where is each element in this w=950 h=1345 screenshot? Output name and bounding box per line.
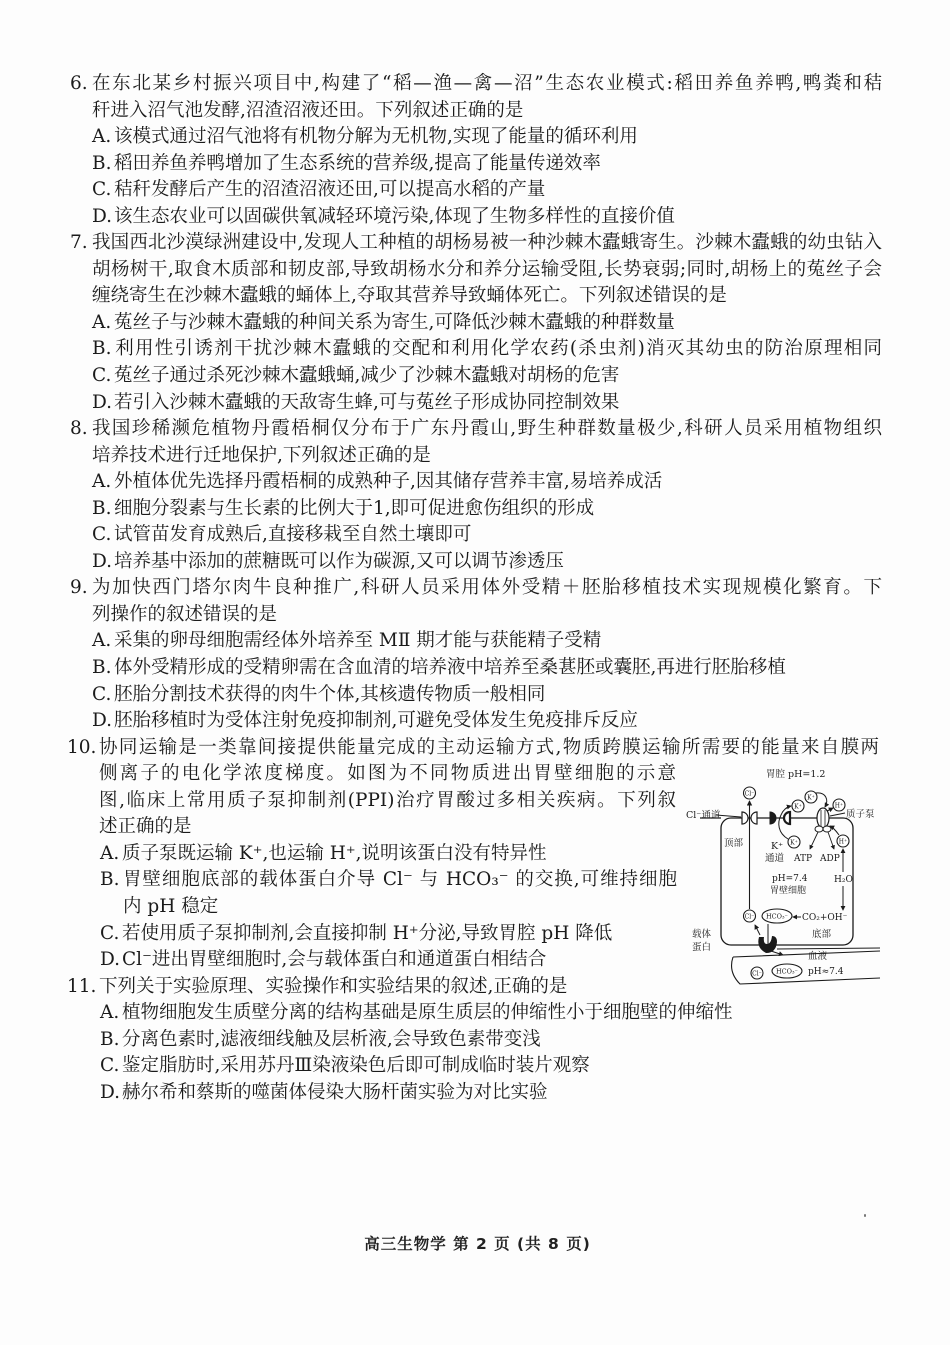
page-footer: 高三生物学 第 2 页 (共 8 页) (364, 1235, 591, 1253)
option-d (0, 390, 950, 417)
option-label: D. (92, 205, 113, 227)
k-channel-ion-label: K⁺ (771, 841, 784, 852)
question-stem-line (0, 71, 950, 98)
question-number: 8. (70, 418, 88, 440)
option-text: 该模式通过沼气池将有机物分解为无机物,实现了能量的循环利用 (114, 126, 638, 148)
question-stem-line (0, 416, 950, 443)
lumen-label: 胃腔 pH=1.2 (766, 769, 826, 780)
question-stem-text: 培养技术进行迁地保护,下列叙述正确的是 (92, 444, 431, 466)
option-text: 该生态农业可以固碳供氧减轻环境污染,体现了生物多样性的直接价值 (114, 205, 675, 227)
option-label: D. (100, 949, 121, 971)
option-label: C. (92, 524, 112, 546)
option-label: C. (100, 1055, 120, 1077)
option-label: C. (92, 683, 112, 705)
option-text: 若使用质子泵抑制剂,会直接抑制 H⁺分泌,导致胃腔 pH 降低 (122, 922, 613, 944)
question-stem-text: 我国珍稀濒危植物丹霞梧桐仅分布于广东丹霞山,野生种群数量极少,科研人员采用植物组织 (92, 418, 882, 440)
option-d (0, 708, 950, 735)
option-a (0, 124, 950, 151)
option-label: B. (100, 869, 120, 891)
option-d (0, 549, 950, 576)
option-a (0, 310, 950, 337)
option-b (0, 655, 950, 682)
option-label: D. (92, 550, 113, 572)
question-stem-text: 列操作的叙述错误的是 (92, 603, 278, 625)
option-label: B. (100, 1028, 120, 1050)
option-a (0, 469, 950, 496)
cell-ph-label: pH=7.4 (772, 874, 808, 884)
question-stem-line (0, 257, 950, 284)
option-label: B. (92, 497, 112, 519)
option-text: 若引入沙棘木蠹蛾的天敌寄生蜂,可与菟丝子形成协同控制效果 (114, 391, 620, 413)
option-c (0, 682, 950, 709)
option-label: A. (100, 842, 120, 864)
co2-oh-label: CO₂+OH⁻ (802, 913, 848, 923)
question-9 (0, 575, 950, 734)
adp-label: ADP (820, 854, 840, 864)
carrier-label-line1: 载体 (692, 929, 712, 940)
option-text: 植物细胞发生质壁分离的结构基础是原生质层的伸缩性小于细胞壁的伸缩性 (122, 1002, 733, 1024)
option-label: C. (92, 365, 112, 387)
question-stem-text: 胡杨树干,取食木质部和韧皮部,导致胡杨水分和养分运输受阻,长势衰弱;同时,胡杨上的菟丝子会 (92, 258, 882, 280)
option-label: A. (92, 126, 112, 148)
question-8 (0, 416, 950, 575)
question-stem-line (0, 230, 950, 257)
option-d (0, 1080, 950, 1107)
question-stem-text: 协同运输是一类靠间接提供能量完成的主动运输方式,物质跨膜运输所需要的能量来自膜两 (99, 736, 879, 758)
question-stem-text: 图,临床上常用质子泵抑制剂(PPI)治疗胃酸过多相关疾病。下列叙 (99, 789, 676, 811)
ion-label: K⁺ (807, 794, 815, 802)
option-a (0, 628, 950, 655)
option-text: 胚胎分割技术获得的肉牛个体,其核遗传物质一般相同 (114, 683, 546, 705)
question-stem-line (0, 735, 950, 762)
option-label: A. (100, 1002, 120, 1024)
option-a (0, 1000, 950, 1027)
option-text: 胚胎移植时为受体注射免疫抑制剂,可避免受体发生免疫排斥反应 (114, 710, 638, 732)
option-label: D. (92, 391, 113, 413)
apical-label: 顶部 (724, 838, 744, 849)
option-text: 质子泵既运输 K⁺,也运输 H⁺,说明该蛋白没有特异性 (122, 842, 547, 864)
option-text: 鉴定脂肪时,采用苏丹Ⅲ染液染色后即可制成临时装片观察 (122, 1055, 590, 1077)
ion-label: Cl⁻ (752, 970, 762, 978)
question-number: 10. (67, 736, 97, 758)
option-c (0, 363, 950, 390)
ion-label: HCO₃⁻ (765, 912, 789, 921)
question-stem-line (0, 283, 950, 310)
k-uptake-arrow (816, 793, 827, 807)
option-text: 试管苗发育成熟后,直接移栽至自然土壤即可 (114, 524, 472, 546)
option-c (0, 177, 950, 204)
option-text: 秸秆发酵后产生的沼渣沼液还田,可以提高水稻的产量 (114, 179, 546, 201)
question-stem-text: 秆进入沼气池发酵,沼渣沼液还田。下列叙述正确的是 (92, 99, 524, 121)
h2o-label: H₂O (834, 875, 853, 885)
question-number: 9. (70, 577, 88, 599)
question-stem-line (0, 98, 950, 125)
option-text: 菟丝子通过杀死沙棘木蠹蛾蛹,减少了沙棘木蠹蛾对胡杨的危害 (114, 365, 620, 387)
question-stem-line (0, 602, 950, 629)
question-number: 6. (70, 73, 88, 94)
option-c (0, 522, 950, 549)
proton-pump-label: 质子泵 (846, 809, 875, 820)
option-c (0, 1053, 950, 1080)
ion-label: H⁺ (834, 802, 844, 810)
option-label: C. (92, 179, 112, 201)
atp-label: ATP (794, 854, 813, 864)
option-b (0, 1027, 950, 1054)
option-b (0, 496, 950, 523)
option-text: 分离色素时,滤液细线触及层析液,会导致色素带变浅 (122, 1028, 541, 1050)
question-stem-line (0, 575, 950, 602)
option-label: C. (100, 922, 120, 944)
option-text: 外植体优先选择丹霞梧桐的成熟种子,因其储存营养丰富,易培养成活 (114, 471, 663, 493)
option-b (0, 151, 950, 178)
blood-label: 血液 (808, 951, 828, 962)
proton-pump-icon (815, 808, 831, 832)
option-text: 培养基中添加的蔗糖既可以作为碳源,又可以调节渗透压 (114, 550, 564, 572)
option-text: 菟丝子与沙棘木蠹蛾的种间关系为寄生,可降低沙棘木蠹蛾的种群数量 (114, 311, 675, 333)
question-number: 7. (70, 232, 88, 254)
option-text: 采集的卵母细胞需经体外培养至 MⅡ 期才能与获能精子受精 (114, 630, 602, 652)
option-label: A. (92, 471, 112, 493)
ion-label: Cl⁻ (744, 913, 755, 921)
option-b (0, 336, 950, 363)
ion-label: K⁺ (790, 839, 798, 847)
question-stem-text: 缠绕寄生在沙棘木蠹蛾的蛹体上,夺取其营养导致蛹体死亡。下列叙述错误的是 (92, 285, 727, 307)
parietal-cell-diagram (680, 760, 885, 988)
option-text: 体外受精形成的受精卵需在含血清的培养液中培养至桑葚胚或囊胚,再进行胚胎移植 (114, 657, 786, 679)
ion-label: HCO₃⁻ (775, 967, 799, 976)
option-label: B. (92, 657, 112, 679)
option-text: 细胞分裂素与生长素的比例大于1,即可促进愈伤组织的形成 (114, 497, 595, 519)
question-stem-line (0, 443, 950, 470)
question-6 (0, 71, 950, 230)
cell-name-label: 胃壁细胞 (770, 886, 807, 896)
carrier-label-line2: 蛋白 (692, 942, 712, 953)
question-stem-text: 为加快西门塔尔肉牛良种推广,科研人员采用体外受精＋胚胎移植技术实现规模化繁育。下 (92, 577, 882, 599)
question-7 (0, 230, 950, 416)
ion-label: Cl⁻ (744, 790, 755, 798)
ion-label: H⁺ (838, 838, 848, 846)
option-label: A. (92, 311, 112, 333)
question-stem-text: 在东北某乡村振兴项目中,构建了“稻—渔—禽—沼”生态农业模式:稻田养鱼养鸭,鸭粪和秸 (92, 73, 882, 94)
basal-label: 底部 (812, 929, 832, 940)
option-text: 内 pH 稳定 (123, 895, 219, 917)
option-label: A. (92, 630, 112, 652)
option-text: 胃壁细胞底部的载体蛋白介导 Cl⁻ 与 HCO₃⁻ 的交换,可维持细胞 (122, 869, 677, 891)
k-channel-label: 通道 (765, 853, 785, 864)
option-label: D. (100, 1081, 121, 1103)
blood-ph-label: pH≈7.4 (808, 967, 844, 977)
option-label: B. (92, 152, 112, 174)
ion-label: K⁺ (794, 803, 802, 811)
question-stem-text: 述正确的是 (99, 816, 192, 838)
option-text: 稻田养鱼养鸭增加了生态系统的营养级,提高了能量传递效率 (114, 152, 601, 174)
question-number: 11. (67, 975, 97, 997)
option-text: 利用性引诱剂干扰沙棘木蠹蛾的交配和利用化学农药(杀虫剂)消灭其幼虫的防治原理相同 (114, 338, 882, 360)
question-stem-text: 下列关于实验原理、实验操作和实验结果的叙述,正确的是 (99, 975, 568, 997)
option-label: B. (92, 338, 112, 360)
option-d (0, 204, 950, 231)
scan-speck (864, 1214, 866, 1217)
option-label: D. (92, 710, 113, 732)
question-stem-text: 侧离子的电化学浓度梯度。如图为不同物质进出胃壁细胞的示意 (99, 763, 676, 785)
option-text: 赫尔希和蔡斯的噬菌体侵染大肠杆菌实验为对比实验 (122, 1081, 548, 1103)
question-stem-text: 我国西北沙漠绿洲建设中,发现人工种植的胡杨易被一种沙棘木蠹蛾寄生。沙棘木蠹蛾的幼虫钻入 (92, 232, 882, 254)
cl-channel-label: Cl⁻通道 (686, 810, 721, 821)
question-11 (0, 974, 950, 1107)
option-text: Cl⁻进出胃壁细胞时,会与载体蛋白和通道蛋白相结合 (122, 949, 547, 971)
